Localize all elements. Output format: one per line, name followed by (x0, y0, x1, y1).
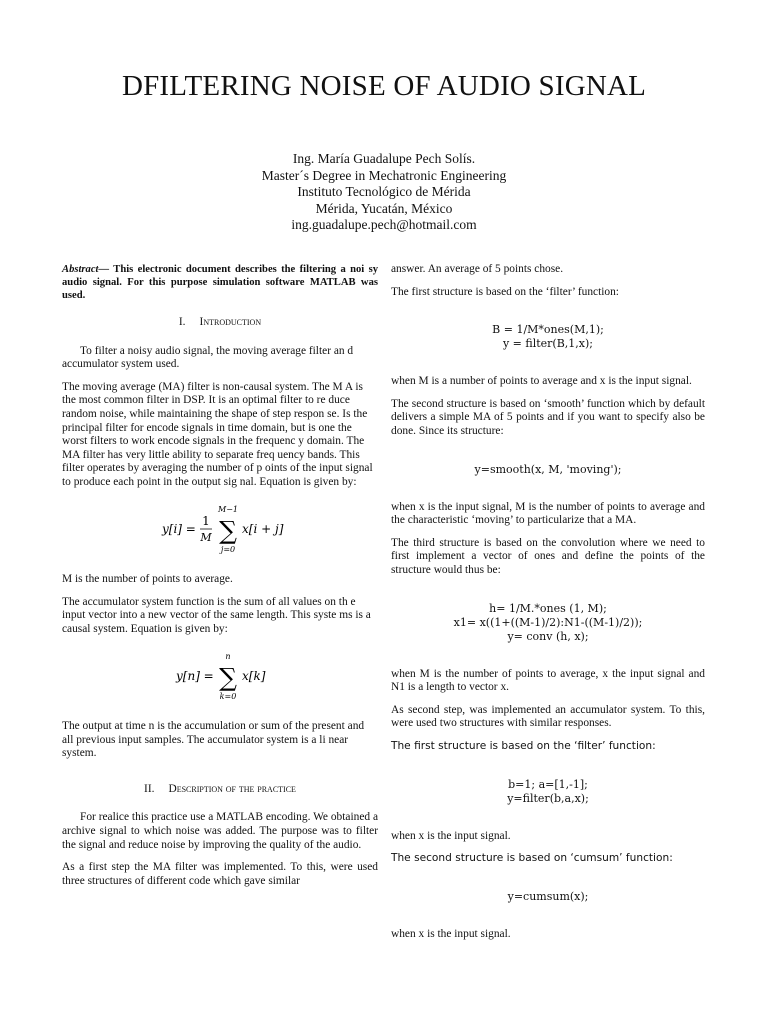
paragraph: The first structure is based on the ‘filter’ function: (391, 739, 656, 752)
eq1-sum-top: M−1 (218, 504, 238, 514)
author-location: Mérida, Yucatán, México (315, 200, 453, 216)
code-block-smooth (391, 463, 705, 477)
code-block-filter-accumulator (391, 778, 705, 806)
eq2-rhs: x[k] (242, 668, 266, 683)
section-heading-introduction (62, 316, 378, 330)
code-line: b=1; a=[1,-1]; (508, 777, 588, 791)
paragraph: The moving average (MA) filter is non-causal system. The M A is the most common filter in DSP. It is an optimal filter to re duce random noise, while maintaining the shape of step respon se. Is the principal filter for encode signals in time domain, but is one the worst filters to work encode signals in the frequenc y domain. The MA filter has very little ability to separate freq uency bands. This filter operates by averaging the number of p oints of the input signal to produce each point in the output sig nal. Equation is given by: (62, 380, 373, 488)
paragraph: As second step, was implemented an accumulator system. To this, were used two structures with similar responses. (391, 703, 705, 730)
left-column (62, 263, 378, 897)
equation-moving-average (62, 502, 378, 560)
code-block-filter-ma (391, 323, 705, 351)
abstract-lead: Abstract— (62, 264, 110, 275)
paragraph: The first structure is based on the ‘filter’ function: (391, 285, 619, 298)
section-title: Description of the practice (168, 782, 296, 795)
eq1-lhs: y[i] = (162, 521, 196, 536)
code-line: y=cumsum(x); (507, 889, 589, 903)
code-line: x1= x((1+((M-1)/2):N1-((M-1)/2)); (453, 615, 643, 629)
code-line: y=filter(b,a,x); (507, 791, 589, 805)
author-name: Ing. María Guadalupe Pech Solís. (292, 151, 476, 166)
paper-title: DFILTERING NOISE OF AUDIO SIGNAL (121, 70, 647, 102)
author-institute: Instituto Tecnológico de Mérida (297, 184, 471, 200)
eq2-sum-top: n (225, 651, 231, 661)
eq1-sum-sign: ∑ (219, 515, 237, 545)
code-line: B = 1/M*ones(M,1); (492, 323, 604, 337)
abstract-body: This electronic document describes the filtering a noi sy audio signal. For this purpose simulation software MATLAB was used. (62, 264, 378, 301)
paragraph: The second structure is based on ‘cumsum’ function: (391, 852, 673, 865)
paragraph: answer. An average of 5 points chose. (391, 263, 564, 275)
section-number: I. (178, 316, 186, 328)
section-heading-description (62, 783, 378, 797)
right-column (391, 263, 705, 950)
paragraph: The output at time n is the accumulation or sum of the present and all previous input samples. The accumulator system is a li near system. (62, 720, 365, 760)
code-block-convolution (391, 602, 705, 644)
paragraph: when x is the input signal. (391, 927, 511, 940)
paragraph: The accumulator system function is the sum of all values on th e input vector into a new vector of the same length. This syste ms is a causal system. Equation is given by: (62, 595, 371, 635)
equation-moving-average-svg (62, 502, 378, 556)
paragraph: M is the number of points to average. (62, 573, 233, 586)
paragraph: when M is a number of points to average and x is the input signal. (391, 375, 692, 388)
code-line: y = filter(B,1,x); (502, 337, 594, 351)
equation-accumulator-svg (62, 649, 378, 703)
equation-accumulator (62, 649, 378, 707)
author-degree: Master´s Degree in Mechatronic Engineering (261, 167, 507, 183)
paragraph: when x is the input signal. (391, 829, 511, 842)
paragraph: For realice this practice use a MATLAB encoding. We obtained a archive signal to which noise was added. The purpose was to filter the signal and reduce noise by improving the quality of the audio. (62, 811, 378, 851)
paragraph: when x is the input signal, M is the number of points to average and the characteristic ‘moving’ to particularize that a MA. (391, 500, 705, 527)
author-block (0, 151, 768, 234)
section-number: II. (144, 782, 155, 795)
eq2-lhs: y[n] = (176, 668, 214, 683)
paragraph: when M is the number of points to average, x the input signal and N1 is a length to vector x. (391, 667, 705, 694)
abstract (62, 263, 378, 302)
code-line: h= 1/M.*ones (1, M); (489, 601, 607, 615)
eq1-frac-num: 1 (202, 513, 210, 528)
eq1-sum-bottom: j=0 (220, 544, 236, 554)
paragraph: The second structure is based on ‘smooth’ function which by default delivers a simple MA of 5 points and if you want to specify also be done. Since its structure: (391, 397, 705, 437)
paragraph: As a first step the MA filter was implemented. To this, were used three structures of different code which gave similar (62, 861, 378, 887)
eq1-rhs: x[i + j] (242, 521, 284, 536)
eq1-frac-den: M (200, 530, 212, 544)
section-title: Introduction (199, 316, 262, 328)
paragraph: The third structure is based on the convolution where we need to first implement a vector of ones and define the points of the structure would thus be: (391, 536, 705, 576)
paragraph: To filter a noisy audio signal, the moving average filter an d accumulator system used. (62, 344, 354, 371)
eq2-sum-bottom: k=0 (219, 691, 237, 701)
code-block-cumsum (391, 890, 705, 904)
code-line: y= conv (h, x); (507, 629, 589, 643)
code-line: y=smooth(x, M, 'moving'); (474, 462, 622, 476)
eq2-sum-sign: ∑ (219, 662, 237, 692)
author-email: ing.guadalupe.pech@hotmail.com (291, 217, 477, 233)
